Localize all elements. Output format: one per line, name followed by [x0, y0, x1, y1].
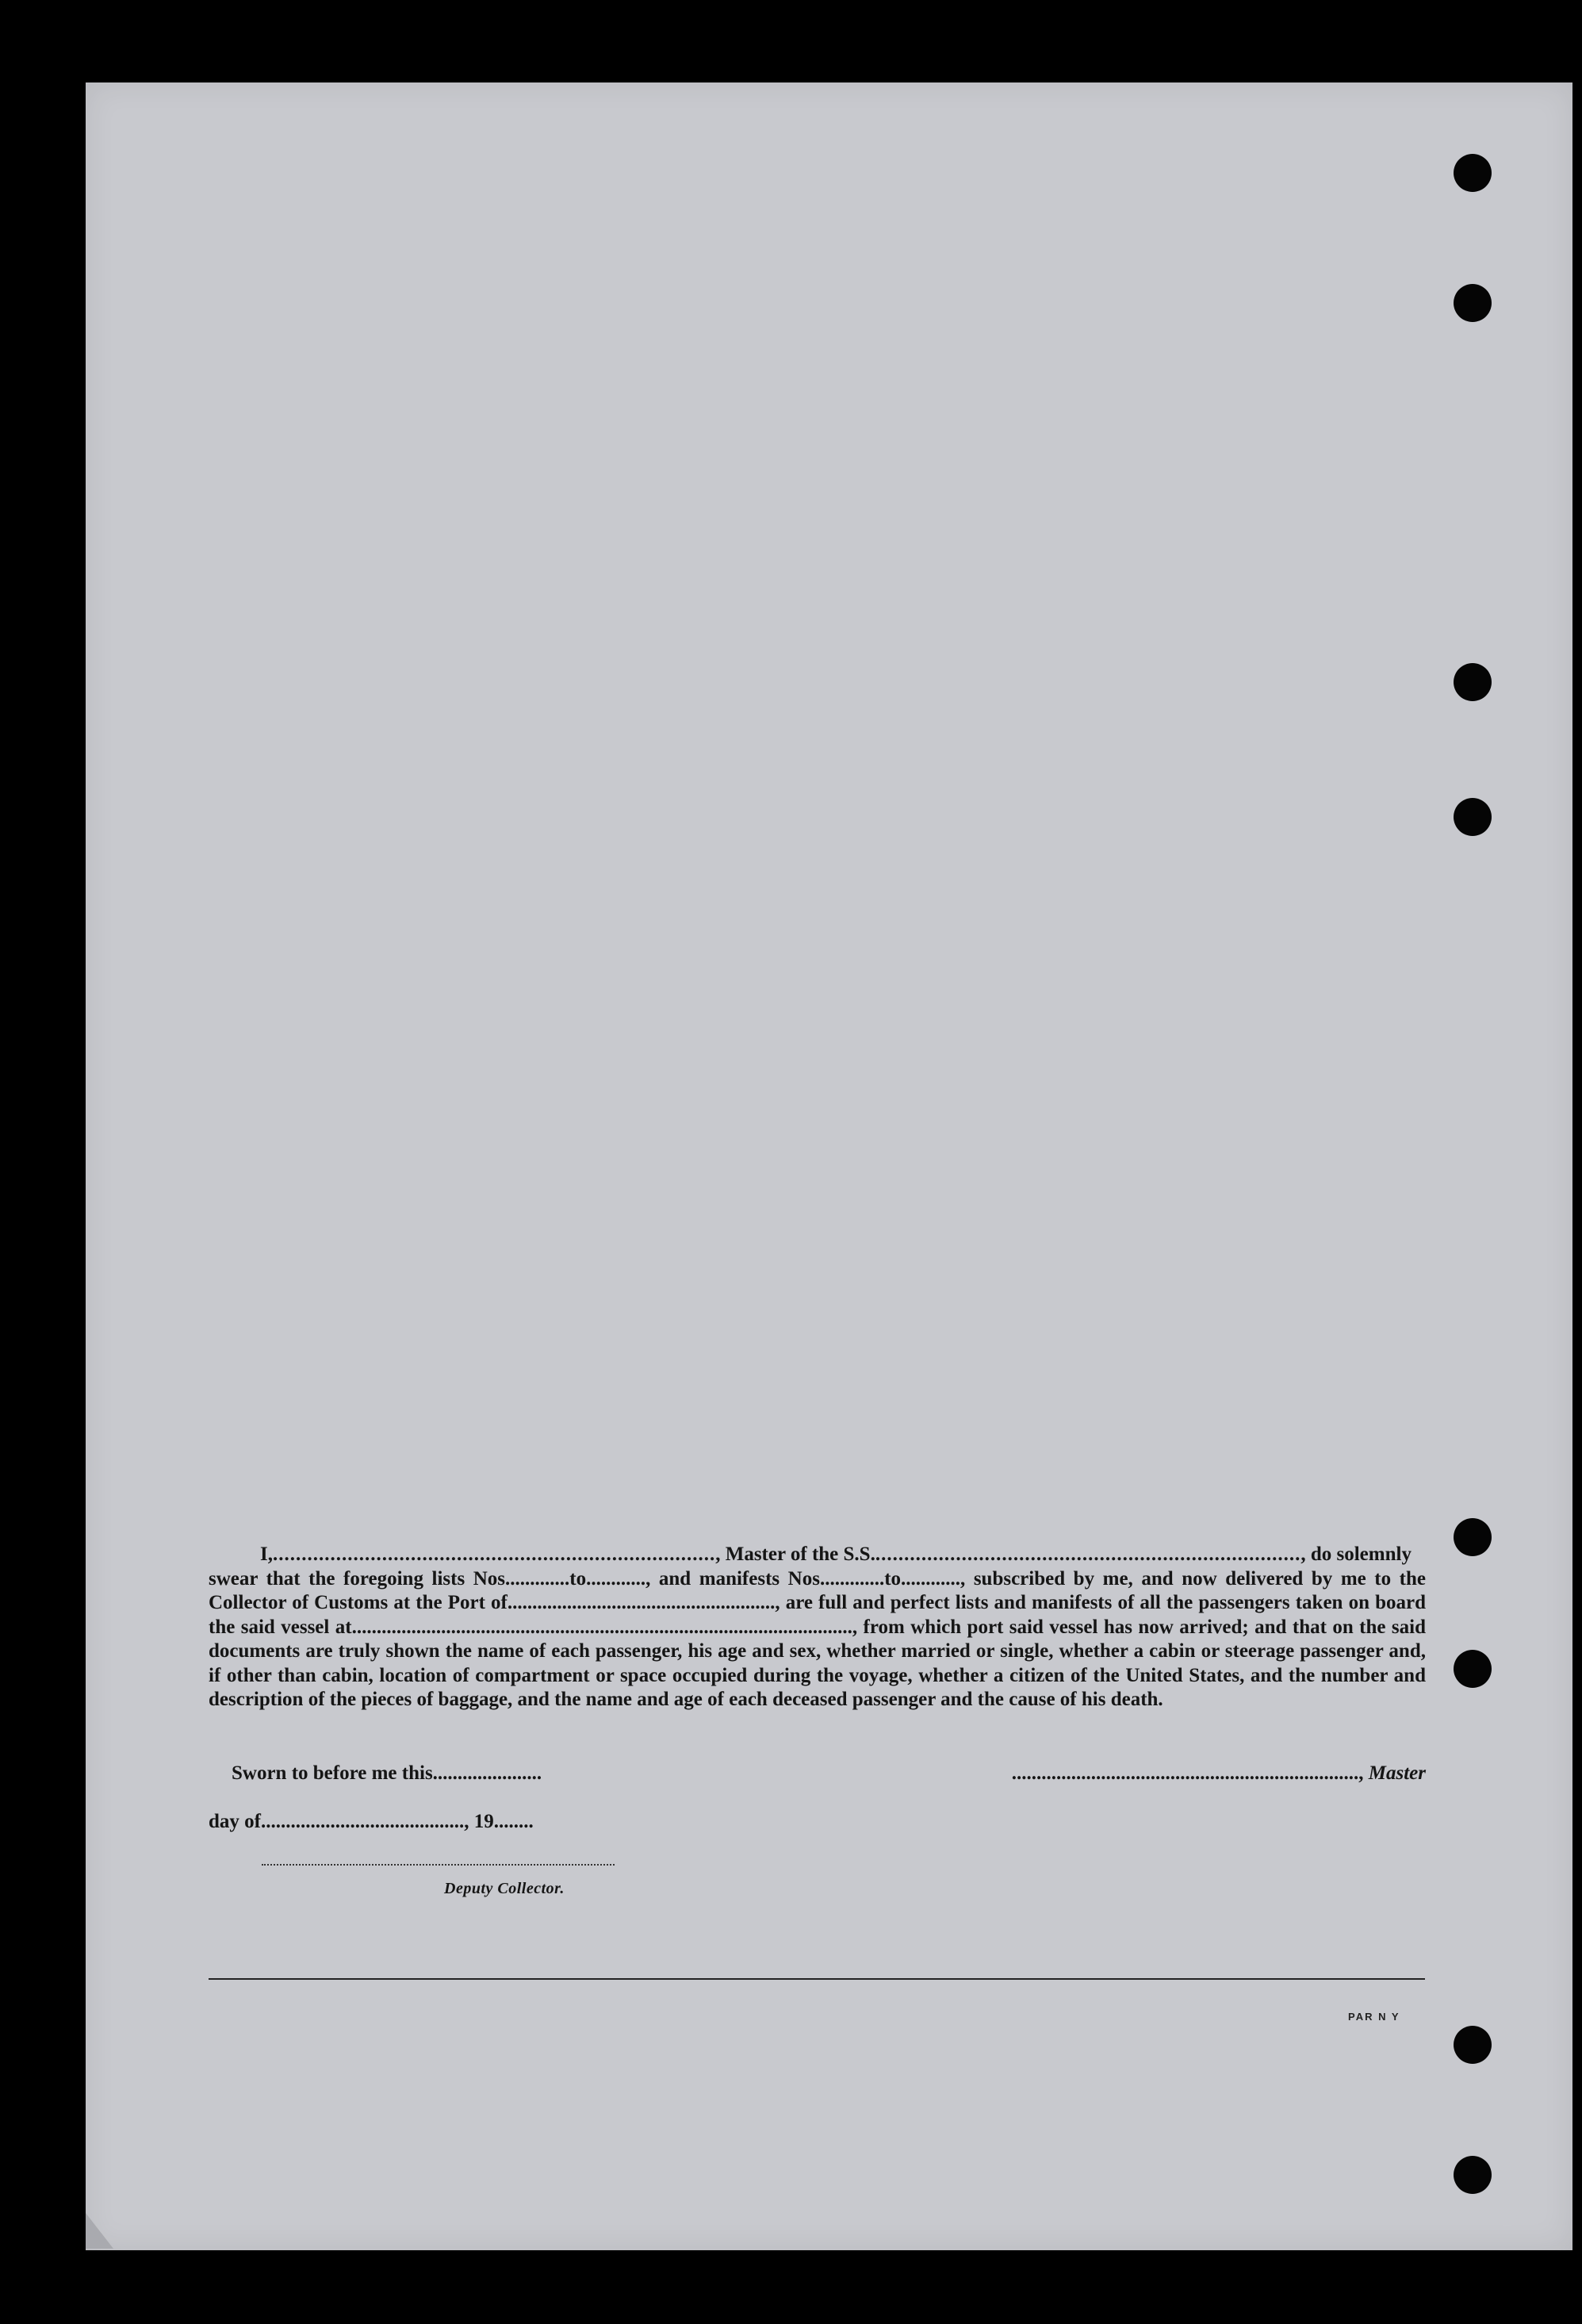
binder-hole [1454, 2026, 1492, 2064]
pencil-annotation: ৩ [1488, 2203, 1532, 2233]
folded-corner [86, 2213, 113, 2249]
oath-line1-start: I, [260, 1544, 273, 1565]
form-page [86, 82, 1572, 2250]
master-signature-dots: ......................................................................, [1011, 1762, 1364, 1784]
deputy-signature-line [262, 1864, 615, 1866]
master-signature-line [928, 1762, 1426, 1785]
date-line: day of........................................., 19........ [209, 1811, 534, 1832]
master-label: Master [1368, 1762, 1426, 1784]
binder-hole [1454, 1650, 1492, 1688]
printer-mark: PAR N Y [1348, 2011, 1400, 2023]
oath-line1-end: , do solemnly [1300, 1544, 1412, 1565]
binder-hole [1454, 1518, 1492, 1556]
sworn-before-line: Sworn to before me this...................... [232, 1762, 542, 1784]
binder-hole [1454, 663, 1492, 701]
binder-hole [1454, 284, 1492, 322]
footer-rule [209, 1978, 1425, 1980]
oath-body: swear that the foregoing lists Nos.............to............, and manifests Nos.............to............, subscribed by me, and now delivered by me to the Collector of Customs at the Port of......................................................, are full and perfect lists and manifests of all the passengers taken on board the said vessel at....................................................................................................., from which port said vessel has now arrived; and that on the said documents are truly shown the name of each passenger, his age and sex, whether married or single, whether a cabin or steerage passenger and, if other than cabin, location of compartment or space occupied during the voyage, whether a citizen of the United States, and the number and description of the pieces of baggage, and the name and age of each deceased passenger and the cause of his death. [209, 1567, 1426, 1710]
oath-line1-middle: , Master of the S.S. [715, 1544, 875, 1565]
binder-hole [1454, 154, 1492, 192]
deputy-collector-label: Deputy Collector. [444, 1880, 565, 1897]
binder-hole [1454, 2156, 1492, 2194]
binder-hole [1454, 798, 1492, 836]
oath-text: I,............................................................................., Master of the S.S..........................................................................., do solemnly swear that the foregoing lists Nos.............to............, and manifests Nos.............to............, subscribed by me, and now delivered by me to the Collector of Customs at the Port of......................................................, are full and perfect lists and manifests of all the passengers taken on board the said vessel at....................................................................................................., from which port said vessel has now arrived; and that on the said documents are truly shown the name of each passenger, his age and sex, whether married or single, whether a cabin or steerage passenger and, if other than cabin, location of compartment or space occupied during the voyage, whether a citizen of the United States, and the number and description of the pieces of baggage, and the name and age of each deceased passenger and the cause of his death. [209, 1543, 1426, 1712]
